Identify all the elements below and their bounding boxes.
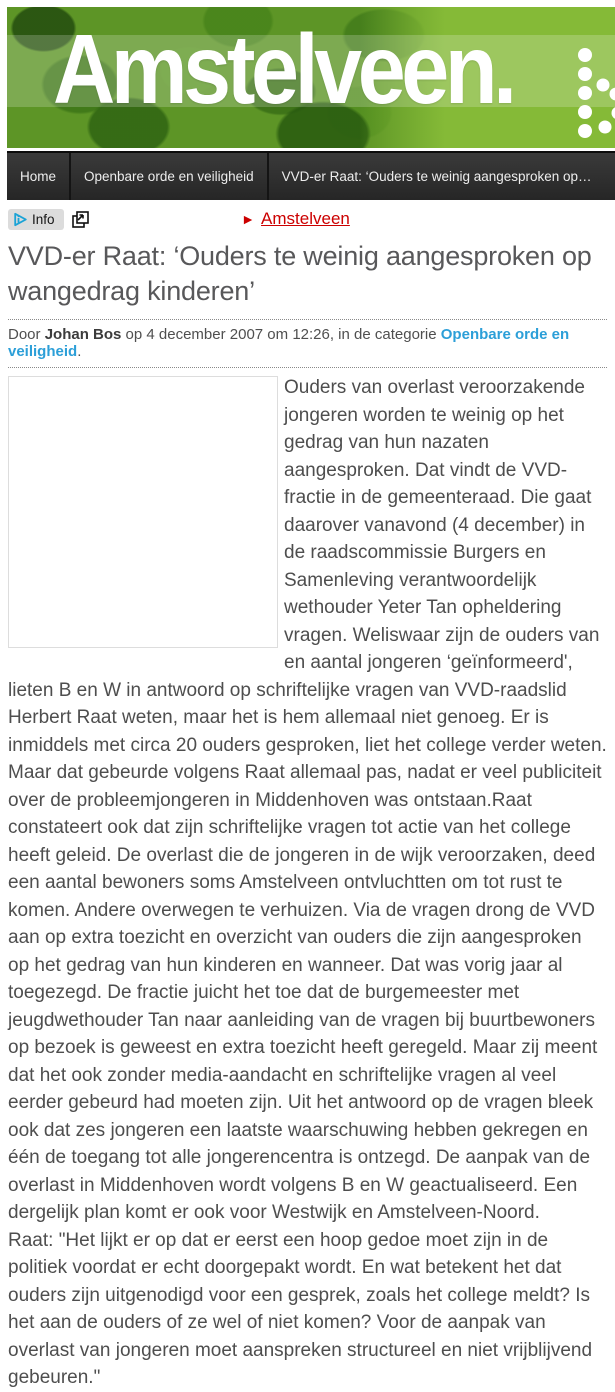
article-body (8, 374, 607, 1392)
article-image-placeholder (8, 376, 278, 648)
nav-item-home[interactable]: Home (7, 153, 71, 200)
byline-date: op 4 december 2007 om 12:26, in de categorie (121, 326, 440, 343)
nav-item-category[interactable]: Openbare orde en veiligheid (71, 153, 269, 200)
nav-item-current-article[interactable]: VVD-er Raat: ‘Ouders te weinig aangesproken op… (269, 153, 605, 200)
byline-suffix: . (77, 343, 81, 360)
byline (8, 326, 607, 360)
article-paragraph-2: Raat: "Het lijkt er op dat er eerst een hoop gedoe moet zijn in de politiek voordat er echt doorgepakt wordt. En wat betekent het dat ouders zijn uitgenodigd voor een gesprek, zoals het college meldt? Is het aan de ouders of ze wel of niet komen? Voor de aanpak van overlast van jongeren moet aanspreken structureel en niet vrijblijvend gebeuren." (8, 1227, 607, 1392)
main-nav (7, 151, 615, 200)
byline-author: Johan Bos (45, 326, 122, 343)
toolbar (8, 206, 607, 232)
article-title: VVD-er Raat: ‘Ouders te weinig aangesproken op wangedrag kinderen’ (8, 239, 607, 309)
divider-bottom (8, 367, 607, 368)
section-link-amstelveen[interactable] (241, 209, 350, 229)
byline-category-link[interactable]: Openbare orde en veiligheid (8, 326, 569, 360)
site-logo: Amstelveen. (53, 13, 513, 126)
site-banner (7, 7, 615, 148)
byline-prefix: Door (8, 326, 45, 343)
ad-info-button[interactable] (8, 209, 64, 230)
divider-top (8, 319, 607, 320)
dotted-letter-b-icon (575, 47, 615, 147)
section-link-label: Amstelveen (261, 209, 350, 228)
open-in-new-window-icon[interactable] (71, 210, 90, 229)
article-paragraph-1: Ouders van overlast veroorzakende jongeren worden te weinig op het gedrag van hun nazaten aangesproken. Dat vindt de VVD-fractie in de gemeenteraad. Die gaat daarover vanavond (4 december) in de raadscommissie Burgers en Samenleving verantwoordelijk wethouder Yeter Tan opheldering vragen. Weliswaar zijn de ouders van en aantal jongeren ‘geïnformeerd', lieten B en W in antwoord op schriftelijke vragen van VVD-raadslid Herbert Raat weten, maar het is hem allemaal niet genoeg. Er is inmiddels met circa 20 ouders gesproken, liet het college verder weten. Maar dat gebeurde volgens Raat allemaal pas, nadat er veel publiciteit over de probleemjongeren in Middenhoven was ontstaan.Raat constateert ook dat zijn schriftelijke vragen tot actie van het college heeft geleid. De overlast die de jongeren in de wijk veroorzaken, deed een aantal bewoners soms Amstelveen ontvluchtten om tot rust te komen. Andere overwegen te verhuizen. Via de vragen drong de VVD aan op extra toezicht en overzicht van ouders die zijn aangesproken op het gedrag van hun kinderen en wanneer. Dat was vorig jaar al toegezegd. De fractie juicht het toe dat de burgemeester met jeugdwethouder Tan naar aanleiding van de vragen bij buurtbewoners op bezoek is geweest en extra toezicht heeft geregeld. Maar zij meent dat het ook zonder media-aandacht en schriftelijke vragen al veel eerder gebeurd had moeten zijn. Uit het antwoord op de vragen bleek ook dat zes jongeren een laatste waarschuwing hebben gekregen en één de toegang tot alle jongerencentra is ontzegd. De aanpak van de overlast in Middenhoven wordt volgens B en W geactualiseerd. Een dergelijk plan komt er ook voor Westwijk en Amstelveen-Noord. (8, 374, 607, 1227)
ad-info-label: Info (32, 212, 55, 227)
arrow-right-icon: ► (241, 211, 255, 227)
adchoices-play-icon (13, 212, 28, 227)
